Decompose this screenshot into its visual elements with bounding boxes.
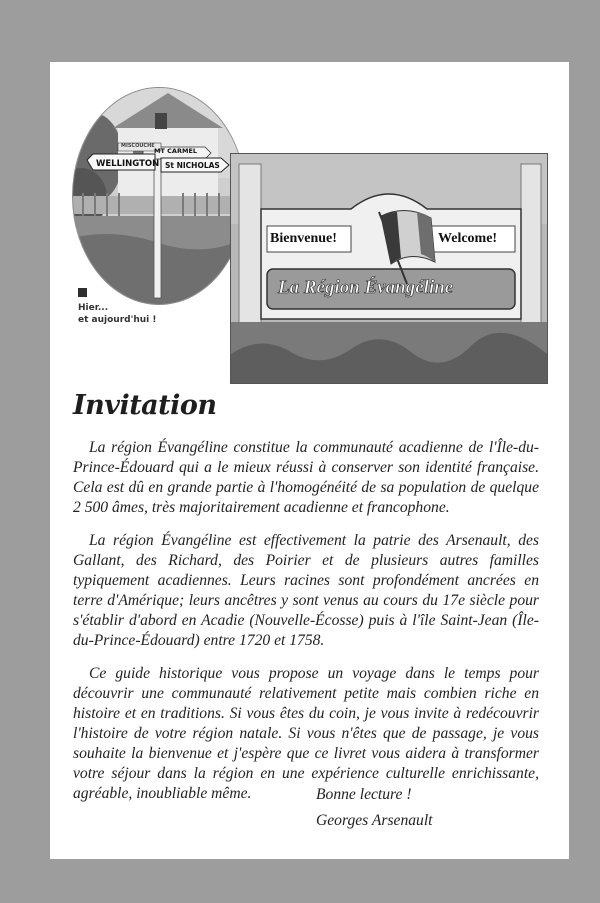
caption-line-2: et aujourd'hui ! <box>78 315 157 325</box>
sign-mt-carmel: MT CARMEL <box>154 147 198 155</box>
old-photo-sign-labels <box>72 87 244 303</box>
caption-bullet <box>78 288 87 297</box>
photo-caption <box>78 302 188 326</box>
caption-line-1: Hier... <box>78 303 109 313</box>
sign-region-evangeline: La Région Évangéline <box>278 277 454 298</box>
paragraph: La région Évangéline constitue la communauté acadienne de l'Île-du-Prince-Édouard qui a le mieux réussi à conserver son identité française. Cela est dû en grande partie à l'homogénéité de sa population de quelque 2 500 âmes, très majoritairement acadienne et francophone. <box>73 439 539 516</box>
sign-st-nicholas: St NICHOLAS <box>165 161 220 170</box>
author-signature: Georges Arsenault <box>316 812 433 829</box>
body-text <box>73 438 539 817</box>
sign-miscouche: MISCOUCHE <box>121 143 155 149</box>
closing-greeting: Bonne lecture ! <box>316 786 412 803</box>
welcome-sign-labels <box>230 153 546 382</box>
paragraph: La région Évangéline est effectivement la patrie des Arsenault, des Gallant, des Richard, des Poirier et de plusieurs autres familles typiquement acadiennes. Leurs racines sont profondément ancrées en terre d'Amérique; leurs ancêtres y sont venus au cours du 17e siècle pour s'établir d'abord en Acadie (Nouvelle-Écosse) puis à l'île Saint-Jean (Île-du-Prince-Édouard) entre 1720 et 1758. <box>73 532 539 649</box>
sign-bienvenue: Bienvenue! <box>270 231 337 246</box>
sign-welcome: Welcome! <box>438 231 498 246</box>
paragraph: Ce guide historique vous propose un voyage dans le temps pour découvrir une communauté relativement petite mais combien riche en histoire et en traditions. Si vous êtes du coin, je vous invite à redécouvrir l'histoire de votre région natale. Si vous n'êtes que de passage, je vous souhaite la bienvenue et j'espère que ce livret vous aidera à transformer votre séjour dans la région en une expérience culturelle enrichissante, agréable, inoubliable même. <box>73 665 539 802</box>
page-title: Invitation <box>73 390 217 421</box>
sign-wellington: WELLINGTON <box>96 159 160 169</box>
closing-block <box>316 782 433 834</box>
